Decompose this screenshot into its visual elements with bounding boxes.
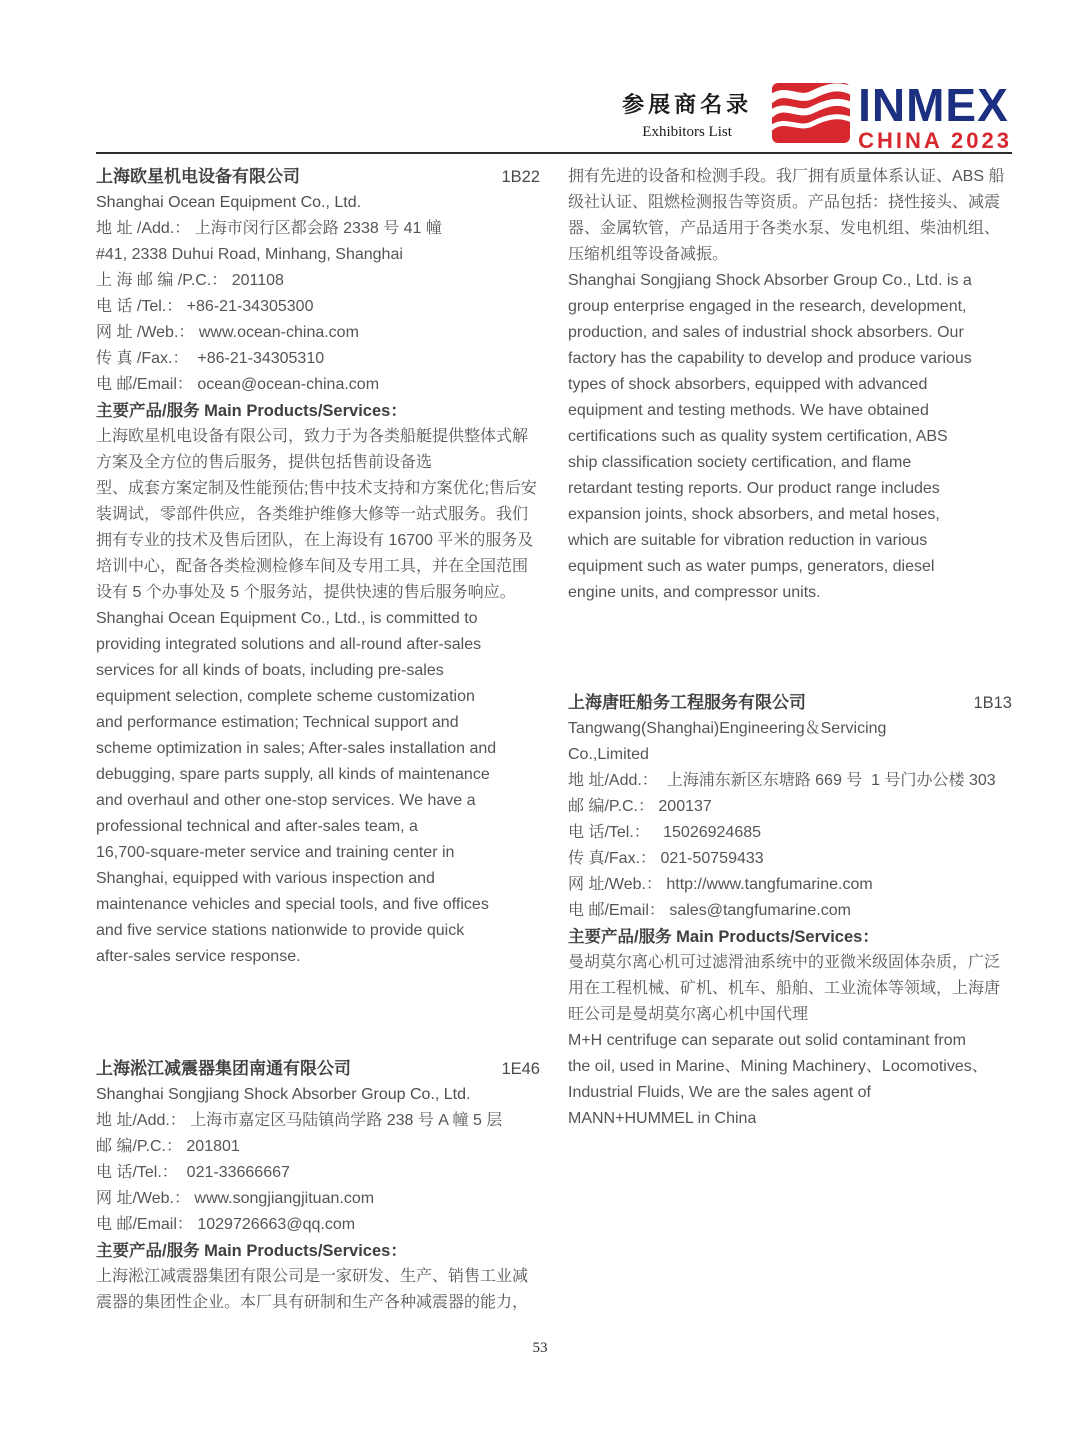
- text-line: 曼胡莫尔离心机可过滤滑油系统中的亚微米级固体杂质，广泛: [568, 954, 1001, 971]
- text-line: 旺公司是曼胡莫尔离心机中国代理: [568, 1006, 809, 1023]
- text-line: 网 址/Web.： http://www.tangfumarine.com: [568, 876, 873, 893]
- exhibitor-entry-ocean: [96, 164, 540, 970]
- text-line: 地 址 /Add.： 上海市闵行区都会路 2338 号 41 幢: [96, 220, 442, 237]
- page-footer: [0, 1340, 1080, 1357]
- inmex-logo: [772, 79, 1012, 153]
- text-line: 电 话/Tel.： 021-33666667: [96, 1164, 290, 1181]
- logo-subtitle: CHINA 2023: [858, 128, 1012, 153]
- text-line: which are suitable for vibration reduction in various: [568, 532, 928, 549]
- text-line: Shanghai, equipped with various inspection and: [96, 870, 435, 887]
- text-line: production, and sales of industrial shock absorbers. Our: [568, 324, 964, 341]
- text-line: equipment and testing methods. We have obtained: [568, 402, 929, 419]
- text-line: 电 话 /Tel.： +86-21-34305300: [96, 298, 314, 315]
- products-label: 主要产品/服务 Main Products/Services：: [568, 928, 879, 946]
- contact-lines: [568, 768, 1012, 924]
- text-line: 网 址 /Web.： www.ocean-china.com: [96, 324, 359, 341]
- text-line: 网 址/Web.： www.songjiangjituan.com: [96, 1190, 375, 1207]
- text-line: 用在工程机械、矿机、机车、船舶、工业流体等领域，上海唐: [568, 980, 1001, 997]
- products-label: 主要产品/服务 Main Products/Services：: [96, 1242, 407, 1260]
- text-line: MANN+HUMMEL in China: [568, 1110, 757, 1127]
- text-line: 地 址/Add.： 上海市嘉定区马陆镇尚学路 238 号 A 幢 5 层: [96, 1112, 503, 1129]
- company-name-cn: 上海欧星机电设备有限公司: [96, 167, 300, 186]
- page-content: [96, 164, 1012, 1316]
- contact-lines: [96, 1108, 540, 1238]
- text-line: 压缩机组等设备减振。: [568, 246, 729, 263]
- text-line: services for all kinds of boats, including pre-sales: [96, 662, 444, 679]
- text-line: 上海欧星机电设备有限公司，致力于为各类船艇提供整体式解: [96, 428, 529, 445]
- entry-header: [96, 164, 540, 190]
- text-line: 器、金属软管，产品适用于各类水泵、发电机组、柴油机组、: [568, 220, 1001, 237]
- text-line: Shanghai Ocean Equipment Co., Ltd., is committed to: [96, 610, 478, 627]
- text-line: providing integrated solutions and all-round after-sales: [96, 636, 482, 653]
- text-line: group enterprise engaged in the research, development,: [568, 298, 967, 315]
- text-line: 电 邮/Email： 1029726663@qq.com: [96, 1216, 356, 1233]
- page-header: [622, 79, 1012, 153]
- text-line: M+H centrifuge can separate out solid contaminant from: [568, 1032, 966, 1049]
- text-line: and overhaul and other one-stop services. We have a: [96, 792, 476, 809]
- text-line: types of shock absorbers, equipped with advanced: [568, 376, 928, 393]
- products-label: 主要产品/服务 Main Products/Services：: [96, 402, 407, 420]
- text-line: retardant testing reports. Our product range includes: [568, 480, 940, 497]
- text-line: 邮 编/P.C.： 200137: [568, 798, 712, 815]
- right-column: [568, 164, 1012, 1316]
- text-line: engine units, and compressor units.: [568, 584, 821, 601]
- text-line: 上 海 邮 编 /P.C.： 201108: [96, 272, 284, 289]
- page-number: 53: [532, 1340, 548, 1356]
- text-line: 设有 5 个办事处及 5 个服务站，提供快速的售后服务响应。: [96, 584, 516, 601]
- text-line: 电 邮/Email： sales@tangfumarine.com: [568, 902, 852, 919]
- description-en: [568, 268, 1012, 606]
- text-line: equipment selection, complete scheme customization: [96, 688, 475, 705]
- text-line: debugging, spare parts supply, all kinds of maintenance: [96, 766, 490, 783]
- text-line: equipment such as water pumps, generators, diesel: [568, 558, 935, 575]
- text-line: Shanghai Songjiang Shock Absorber Group Co., Ltd. is a: [568, 272, 972, 289]
- company-name-en: Shanghai Songjiang Shock Absorber Group Co., Ltd.: [96, 1086, 471, 1103]
- exhibitor-entry-tangwang: [568, 690, 1012, 1132]
- description-cn-continued: [568, 164, 1012, 268]
- text-line: Industrial Fluids, We are the sales agent of: [568, 1084, 871, 1101]
- text-line: Tangwang(Shanghai)Engineering＆Servicing: [568, 720, 887, 737]
- text-line: 邮 编/P.C.： 201801: [96, 1138, 240, 1155]
- text-line: and performance estimation; Technical support and: [96, 714, 459, 731]
- text-line: ship classification society certification, and flame: [568, 454, 912, 471]
- text-line: professional technical and after-sales team, a: [96, 818, 418, 835]
- text-line: scheme optimization in sales; After-sales installation and: [96, 740, 497, 757]
- text-line: 16,700-square-meter service and training center in: [96, 844, 455, 861]
- booth-number: 1B13: [973, 694, 1012, 712]
- header-titles: [622, 82, 752, 141]
- company-name-cn: 上海淞江减震器集团南通有限公司: [96, 1059, 351, 1078]
- text-line: 震器的集团性企业。本厂具有研制和生产各种减震器的能力，: [96, 1294, 529, 1311]
- text-line: maintenance vehicles and special tools, and five offices: [96, 896, 489, 913]
- text-line: 电 话/Tel.： 15026924685: [568, 824, 762, 841]
- text-line: 上海淞江减震器集团有限公司是一家研发、生产、销售工业减: [96, 1268, 529, 1285]
- header-divider: [96, 152, 1012, 154]
- text-line: 方案及全方位的售后服务，提供包括售前设备选: [96, 454, 433, 471]
- text-line: Co.,Limited: [568, 746, 649, 763]
- text-line: after-sales service response.: [96, 948, 301, 965]
- left-column: [96, 164, 540, 1316]
- exhibitor-entry-songjiang: [96, 1056, 540, 1316]
- description-en: [96, 606, 540, 970]
- page-title-cn: 参展商名录: [622, 92, 753, 117]
- text-line: 传 真/Fax.： 021-50759433: [568, 850, 764, 867]
- songjiang-description-continued: [568, 164, 1012, 606]
- text-line: 传 真 /Fax.： +86-21-34305310: [96, 350, 325, 367]
- text-line: 培训中心，配备各类检测检修车间及专用工具，并在全国范围: [96, 558, 529, 575]
- text-line: 拥有专业的技术及售后团队，在上海设有 16700 平米的服务及: [96, 532, 534, 549]
- booth-number: 1E46: [501, 1060, 540, 1078]
- page-title-en: Exhibitors List: [642, 124, 732, 140]
- contact-lines: [96, 216, 540, 398]
- text-line: 地 址/Add.： 上海浦东新区东塘路 669 号 1 号门办公楼 303: [568, 772, 996, 789]
- text-line: and five service stations nationwide to provide quick: [96, 922, 465, 939]
- logo-name: INMEX: [858, 79, 1009, 131]
- text-line: 级社认证、阻燃检测报告等资质。产品包括：挠性接头、减震: [568, 194, 1001, 211]
- description-cn: [96, 1264, 540, 1316]
- text-line: 型、成套方案定制及性能预估;售中技术支持和方案优化;售后安: [96, 480, 537, 497]
- inmex-waves-icon: [772, 82, 850, 149]
- company-name-en: Shanghai Ocean Equipment Co., Ltd.: [96, 194, 362, 211]
- description: [568, 950, 1012, 1132]
- text-line: 拥有先进的设备和检测手段。我厂拥有质量体系认证、ABS 船: [568, 168, 1005, 185]
- text-line: 电 邮/Email： ocean@ocean-china.com: [96, 376, 380, 393]
- entry-header: [568, 690, 1012, 716]
- text-line: the oil, used in Marine、Mining Machinery、Locomotives、: [568, 1058, 988, 1075]
- text-line: #41, 2338 Duhui Road, Minhang, Shanghai: [96, 246, 403, 263]
- text-line: factory has the capability to develop and produce various: [568, 350, 972, 367]
- logo-text: [858, 79, 1012, 153]
- entry-header: [96, 1056, 540, 1082]
- company-name-en: [568, 716, 1012, 768]
- company-name-cn: 上海唐旺船务工程服务有限公司: [568, 693, 806, 712]
- description-cn: [96, 424, 540, 606]
- text-line: 装调试，零部件供应，各类维护维修大修等一站式服务。我们: [96, 506, 529, 523]
- text-line: certifications such as quality system certification, ABS: [568, 428, 948, 445]
- booth-number: 1B22: [501, 168, 540, 186]
- text-line: expansion joints, shock absorbers, and metal hoses,: [568, 506, 940, 523]
